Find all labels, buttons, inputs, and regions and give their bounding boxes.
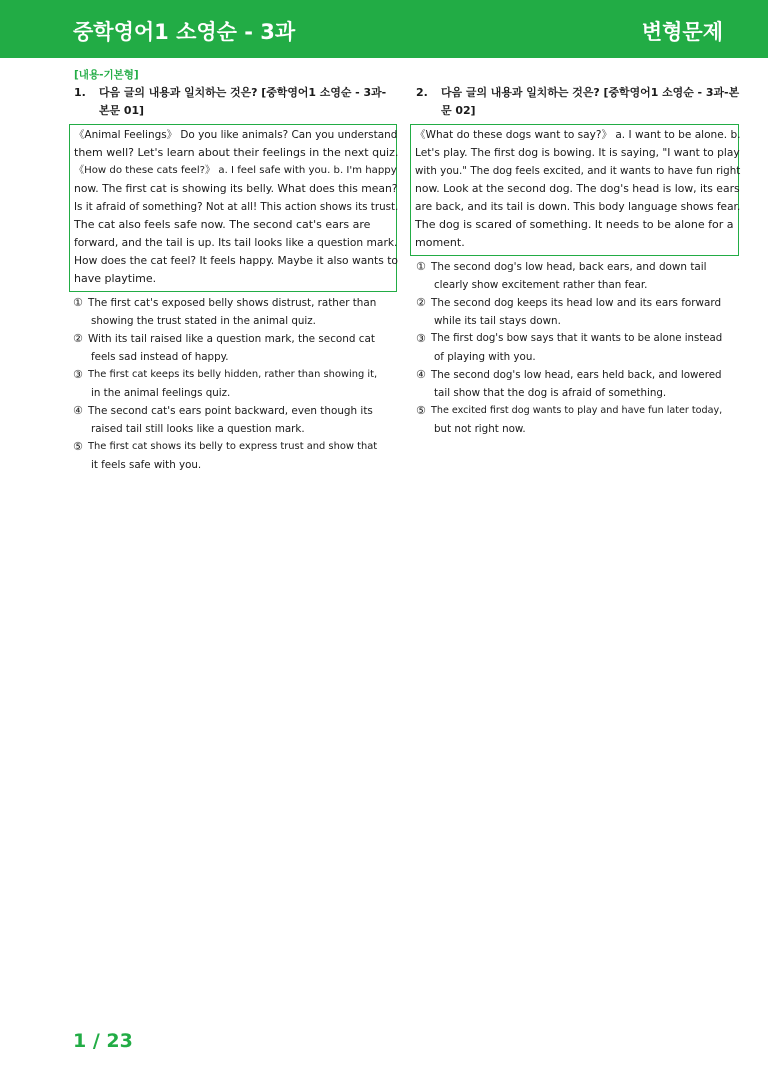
question-category: [내용-기본형] bbox=[74, 69, 139, 81]
answer-option-5[interactable] bbox=[416, 402, 738, 438]
passage-line: Let's play. The first dog is bowing. It is saying, "I want to play bbox=[415, 146, 740, 159]
answer-option-4[interactable] bbox=[416, 366, 738, 402]
answer-option-1[interactable] bbox=[416, 258, 738, 294]
passage-line: are back, and its tail is down. This body language shows fear. bbox=[415, 201, 741, 213]
passage-line: How does the cat feel? It feels happy. Maybe it also wants to bbox=[74, 254, 398, 267]
option-text: The second dog's low head, back ears, and down tail bbox=[431, 261, 707, 273]
option-number: ③ bbox=[416, 332, 426, 345]
option-text: The second dog's low head, ears held back, and lowered bbox=[431, 369, 722, 381]
option-number: ① bbox=[416, 260, 426, 273]
option-number: ④ bbox=[73, 404, 83, 417]
question-text-line: 본문 01] bbox=[99, 104, 145, 117]
option-number: ② bbox=[73, 332, 83, 345]
question-number: 2. bbox=[416, 86, 428, 99]
option-text: in the animal feelings quiz. bbox=[91, 387, 231, 399]
passage-line: have playtime. bbox=[74, 272, 157, 285]
answer-option-2[interactable] bbox=[73, 330, 393, 366]
option-text: clearly show excitement rather than fear. bbox=[434, 279, 648, 291]
option-text: The second cat's ears point backward, even though its bbox=[88, 405, 373, 417]
question-2-passage bbox=[410, 124, 739, 256]
question-1-passage bbox=[69, 124, 397, 292]
option-number: ② bbox=[416, 296, 426, 309]
header-section-label: 변형문제 bbox=[641, 20, 723, 44]
passage-line: now. Look at the second dog. The dog's head is low, its ears bbox=[415, 182, 740, 195]
question-2-prompt bbox=[416, 84, 740, 120]
passage-line: with you." The dog feels excited, and it wants to have fun right bbox=[415, 165, 741, 177]
question-2-options bbox=[416, 258, 738, 438]
answer-option-2[interactable] bbox=[416, 294, 738, 330]
answer-option-5[interactable] bbox=[73, 438, 393, 474]
question-text-line: 다음 글의 내용과 일치하는 것은? [중학영어1 소영순 - 3과- bbox=[99, 86, 387, 99]
page-header bbox=[0, 0, 768, 58]
option-text: The first cat's exposed belly shows distrust, rather than bbox=[88, 297, 377, 309]
question-text bbox=[99, 84, 386, 120]
passage-line: 《How do these cats feel?》 a. I feel safe with you. b. I'm happy bbox=[74, 165, 397, 176]
passage-line: them well? Let's learn about their feelings in the next quiz. bbox=[74, 146, 399, 159]
option-number: ① bbox=[73, 296, 83, 309]
passage-line: Is it afraid of something? Not at all! This action shows its trust. bbox=[74, 201, 399, 213]
question-text bbox=[441, 84, 739, 120]
question-text-line: 다음 글의 내용과 일치하는 것은? [중학영어1 소영순 - 3과-본 bbox=[441, 86, 740, 99]
passage-line: moment. bbox=[415, 236, 465, 249]
option-number: ④ bbox=[416, 368, 426, 381]
passage-line: forward, and the tail is up. Its tail looks like a question mark. bbox=[74, 236, 398, 249]
option-text: With its tail raised like a question mark, the second cat bbox=[88, 333, 375, 345]
passage-line: The dog is scared of something. It needs to be alone for a bbox=[415, 218, 734, 231]
question-1-prompt bbox=[74, 84, 392, 120]
option-text: of playing with you. bbox=[434, 351, 536, 363]
option-text: showing the trust stated in the animal quiz. bbox=[91, 315, 316, 327]
option-number: ⑤ bbox=[416, 404, 426, 417]
option-text: raised tail still looks like a question mark. bbox=[91, 423, 305, 435]
option-text: but not right now. bbox=[434, 423, 526, 435]
question-number: 1. bbox=[74, 86, 86, 99]
answer-option-4[interactable] bbox=[73, 402, 393, 438]
answer-option-1[interactable] bbox=[73, 294, 393, 330]
option-text: The first dog's bow says that it wants to be alone instead bbox=[431, 333, 723, 344]
question-text-line: 문 02] bbox=[441, 104, 476, 117]
option-text: The excited first dog wants to play and have fun later today, bbox=[431, 405, 723, 416]
header-title: 중학영어1 소영순 - 3과 bbox=[73, 20, 296, 44]
passage-line: 《Animal Feelings》 Do you like animals? Can you understand bbox=[74, 129, 398, 141]
passage-line: 《What do these dogs want to say?》 a. I want to be alone. b. bbox=[415, 129, 741, 141]
option-text: The second dog keeps its head low and its ears forward bbox=[431, 297, 722, 309]
option-text: it feels safe with you. bbox=[91, 459, 202, 471]
option-text: tail show that the dog is afraid of something. bbox=[434, 387, 667, 399]
answer-option-3[interactable] bbox=[73, 366, 393, 402]
answer-option-3[interactable] bbox=[416, 330, 738, 366]
option-text: The first cat keeps its belly hidden, rather than showing it, bbox=[88, 369, 378, 380]
question-1-options bbox=[73, 294, 393, 474]
option-number: ③ bbox=[73, 368, 83, 381]
passage-line: now. The first cat is showing its belly. What does this mean? bbox=[74, 182, 398, 195]
option-text: while its tail stays down. bbox=[434, 315, 561, 327]
option-text: feels sad instead of happy. bbox=[91, 351, 229, 363]
passage-line: The cat also feels safe now. The second cat's ears are bbox=[74, 218, 371, 231]
option-text: The first cat shows its belly to express trust and show that bbox=[88, 441, 378, 452]
option-number: ⑤ bbox=[73, 440, 83, 453]
page-number: 1 / 23 bbox=[73, 1030, 133, 1052]
